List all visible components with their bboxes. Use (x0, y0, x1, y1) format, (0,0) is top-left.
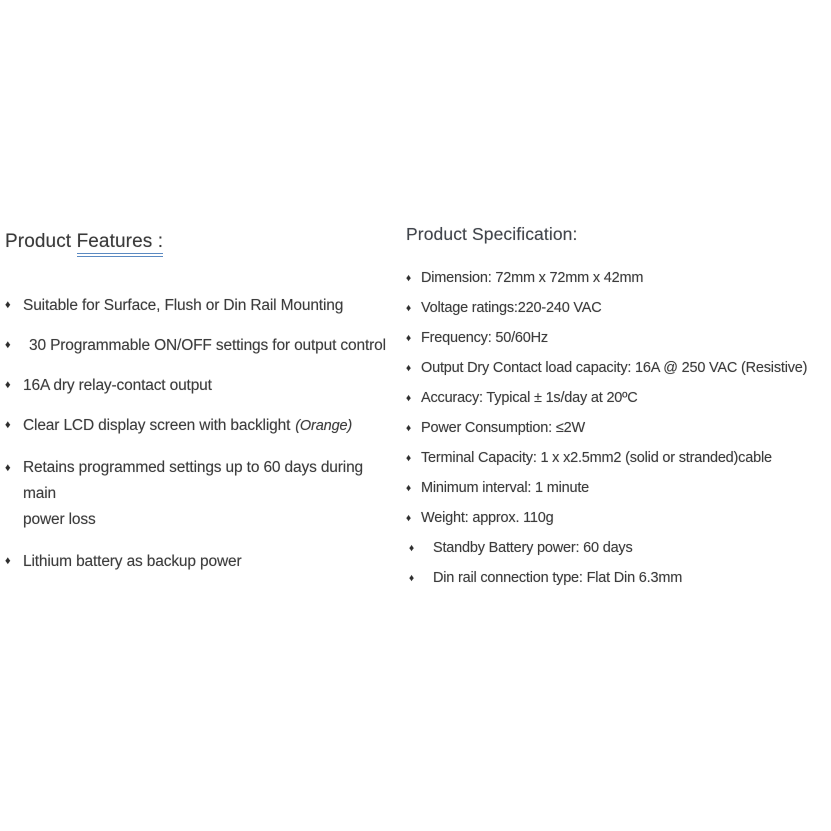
spec-item-text: Frequency: 50/60Hz (421, 330, 548, 346)
feature-item-text (23, 455, 397, 533)
diamond-bullet-icon: ♦ (406, 453, 411, 464)
spec-item-text: Terminal Capacity: 1 x x2.5mm2 (solid or stranded)cable (421, 450, 772, 466)
feature-item-line2: power loss (23, 511, 96, 528)
diamond-bullet-icon: ♦ (406, 513, 411, 524)
feature-item-text: 16A dry relay-contact output (23, 377, 212, 394)
diamond-bullet-icon: ♦ (406, 303, 411, 314)
feature-item-text: Suitable for Surface, Flush or Din Rail Mounting (23, 297, 344, 314)
diamond-bullet-icon: ♦ (5, 379, 11, 391)
spec-item (406, 508, 831, 529)
features-list (5, 294, 397, 573)
spec-item-text: Power Consumption: ≤2W (421, 420, 585, 436)
spec-item-text: Output Dry Contact load capacity: 16A @ 250 VAC (Resistive) (421, 360, 808, 376)
spec-item-text: Dimension: 72mm x 72mm x 42mm (421, 270, 644, 286)
specification-title: Product Specification: (406, 224, 578, 244)
diamond-bullet-icon: ♦ (409, 543, 414, 554)
spec-item-text: Standby Battery power: 60 days (433, 540, 633, 556)
feature-item (5, 414, 397, 438)
spec-item (406, 268, 831, 289)
spec-item-text: Din rail connection type: Flat Din 6.3mm (433, 570, 683, 586)
specification-section (406, 224, 831, 598)
spec-item (406, 568, 831, 589)
spec-item (406, 448, 831, 469)
feature-item-note: (Orange) (295, 418, 353, 434)
feature-item (5, 374, 397, 397)
spec-item (406, 328, 831, 349)
diamond-bullet-icon: ♦ (5, 339, 11, 351)
diamond-bullet-icon: ♦ (406, 363, 411, 374)
feature-item (5, 334, 397, 357)
diamond-bullet-icon: ♦ (406, 423, 411, 434)
diamond-bullet-icon: ♦ (5, 419, 11, 431)
diamond-bullet-icon: ♦ (406, 333, 411, 344)
spec-item (406, 388, 831, 409)
diamond-bullet-icon: ♦ (5, 555, 11, 567)
spec-item (406, 358, 831, 379)
diamond-bullet-icon: ♦ (5, 462, 11, 474)
features-title-underlined: Features : (77, 231, 164, 257)
diamond-bullet-icon: ♦ (409, 573, 414, 584)
spec-item-text: Minimum interval: 1 minute (421, 480, 590, 496)
diamond-bullet-icon: ♦ (406, 393, 411, 404)
spec-item (406, 418, 831, 439)
feature-item-text: Lithium battery as backup power (23, 553, 242, 570)
feature-item-main-text: Clear LCD display screen with backlight (23, 417, 291, 434)
spec-item-text: Weight: approx. 110g (421, 510, 554, 526)
feature-item-text (23, 414, 352, 438)
spec-item (406, 478, 831, 499)
feature-item-line1: Retains programmed settings up to 60 days during main (23, 459, 364, 502)
feature-item (5, 455, 397, 533)
specification-list (406, 268, 831, 589)
features-title (5, 231, 397, 253)
feature-item (5, 550, 397, 573)
diamond-bullet-icon: ♦ (406, 483, 411, 494)
spec-item (406, 298, 831, 319)
features-section (5, 231, 397, 590)
features-title-prefix: Product (5, 231, 77, 252)
spec-item-text: Voltage ratings:220-240 VAC (421, 300, 602, 316)
diamond-bullet-icon: ♦ (5, 299, 11, 311)
spec-item (406, 538, 831, 559)
spec-item-text: Accuracy: Typical ± 1s/day at 20ºC (421, 390, 638, 406)
feature-item-text: 30 Programmable ON/OFF settings for output control (29, 337, 386, 354)
diamond-bullet-icon: ♦ (406, 273, 411, 284)
feature-item (5, 294, 397, 317)
